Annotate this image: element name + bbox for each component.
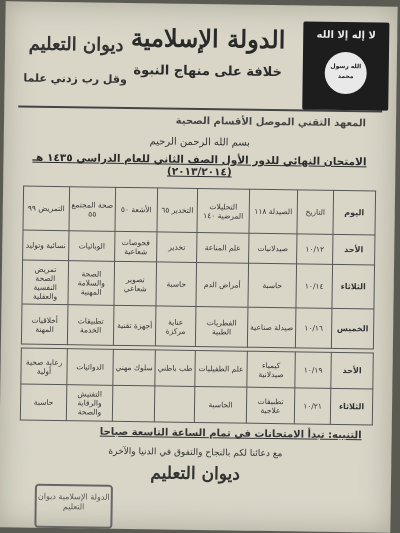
- day-cell: الثلاثاء: [330, 388, 372, 425]
- table-row: [23, 230, 375, 265]
- day-cell: الأحد: [331, 352, 373, 389]
- closing-wish: مع دعائنا لكم بالنجاح والتفوق في الدنيا والآخرة: [108, 446, 283, 460]
- date-cell: ١٠/١٩: [295, 352, 331, 388]
- seal-icon: الله رسول محمد: [324, 52, 367, 95]
- subject-cell: كيمياء صيدلانية: [247, 351, 295, 388]
- subject-cell: سلوك مهني: [113, 349, 155, 386]
- subject-cell: الحاسبة: [194, 386, 246, 423]
- subject-cell: التفتيش والرقابة والصحة: [66, 385, 112, 422]
- state-title: الدولة الإسلامية: [130, 23, 286, 55]
- schedule-table-1: [21, 186, 376, 350]
- table-row: [20, 384, 372, 425]
- day-cell: الأحد: [333, 234, 375, 265]
- subject-cell: الصحة والسلامة المهنية: [68, 261, 115, 306]
- subject-cell: حاسبة: [156, 262, 197, 307]
- subject-cell: أجهزة تقنية: [113, 305, 156, 346]
- date-cell: ١٠/١٤: [296, 264, 333, 308]
- header-cell: الصيدلة ١١٨: [249, 189, 298, 234]
- subject-cell: صيدلة صناعية: [247, 307, 296, 348]
- subject-cell: نسائية وتوليد: [23, 230, 69, 261]
- institute-line: المعهد التقني الموصل الأقسام الصحية: [175, 115, 367, 130]
- subject-cell: علم الطفيليات: [195, 350, 247, 387]
- black-flag-logo: [302, 21, 389, 110]
- subject-cell: تصوير شعاعي: [114, 261, 157, 306]
- date-cell: ١٠/١٢: [297, 234, 333, 264]
- subject-cell: تخدير: [157, 232, 197, 263]
- flag-text: لا إله إلا الله: [316, 29, 376, 42]
- signature: ديوان التعليم: [150, 463, 240, 485]
- date-cell: ١٠/١٦: [295, 308, 332, 348]
- exam-document: [0, 1, 398, 532]
- header-cell: التحليلات المرضية ١٤٠: [197, 188, 250, 233]
- exam-title: الامتحان النهائي للدور الأول الصف الثاني للعام الدراسي ١٤٣٥ هـ (٢٠١٣/٢٠١٤): [32, 151, 367, 179]
- subject-cell: [112, 385, 154, 422]
- subject-cell: الوبائيات: [69, 231, 115, 262]
- subject-cell: تطبيقات علاجية: [246, 387, 294, 424]
- date-cell: ١٠/٢١: [294, 388, 330, 424]
- subject-cell: عناية مركزة: [155, 306, 196, 347]
- day-cell: الخميس: [331, 308, 374, 349]
- subject-cell: فحوصات شعاعية: [115, 231, 157, 262]
- state-subtitle: خلافة على منهاج النبوة: [133, 63, 283, 81]
- document-header: [4, 11, 397, 111]
- diwan-title: ديوان التعليم: [28, 33, 124, 56]
- subject-cell: علم المناعة: [197, 232, 249, 263]
- subject-cell: الدوائيات: [67, 349, 113, 386]
- subject-cell: صيدلانيات: [249, 233, 297, 264]
- subject-cell: أخلاقيات المهنة: [21, 304, 68, 345]
- table-row: [21, 348, 373, 389]
- stamp-icon: الدولة الإسلامية ديوان التعليم: [34, 484, 113, 529]
- header-cell: الأشعة ٥٠: [115, 187, 158, 232]
- header-cell: اليوم: [333, 190, 376, 235]
- header-cell: صحة المجتمع ٥٥: [69, 187, 116, 232]
- header-cell: التاريخ: [297, 190, 334, 234]
- verse-text: وقل رب زدني علما: [23, 71, 127, 86]
- subject-cell: حاسبة: [20, 384, 66, 421]
- day-cell: الثلاثاء: [332, 264, 375, 309]
- header-cell: التمريض ٩٩: [23, 186, 70, 231]
- subject-cell: تمريض الصحة النفسية والعقلية: [22, 260, 69, 305]
- subject-cell: الفطريات الطبية: [195, 306, 248, 347]
- subject-cell: حاسبة: [248, 263, 297, 308]
- subject-cell: أمراض الدم: [196, 262, 249, 307]
- start-time-note: التنبيه: تبدأ الامتحانات في تمام الساعة التاسعة صباحا: [99, 426, 362, 442]
- subject-cell: تطبيقات الخدمة: [67, 305, 114, 346]
- basmala: بسم الله الرحمن الرحيم: [149, 136, 251, 149]
- subject-cell: [154, 386, 194, 423]
- table-row: [22, 260, 375, 309]
- table-header-row: [23, 186, 376, 235]
- subject-cell: طب باطني: [155, 350, 195, 387]
- subject-cell: رعاية صحية أولية: [21, 348, 67, 385]
- table-row: [21, 304, 374, 349]
- schedule-table-2: [20, 348, 374, 426]
- header-cell: التخدير ٦٥: [157, 188, 198, 233]
